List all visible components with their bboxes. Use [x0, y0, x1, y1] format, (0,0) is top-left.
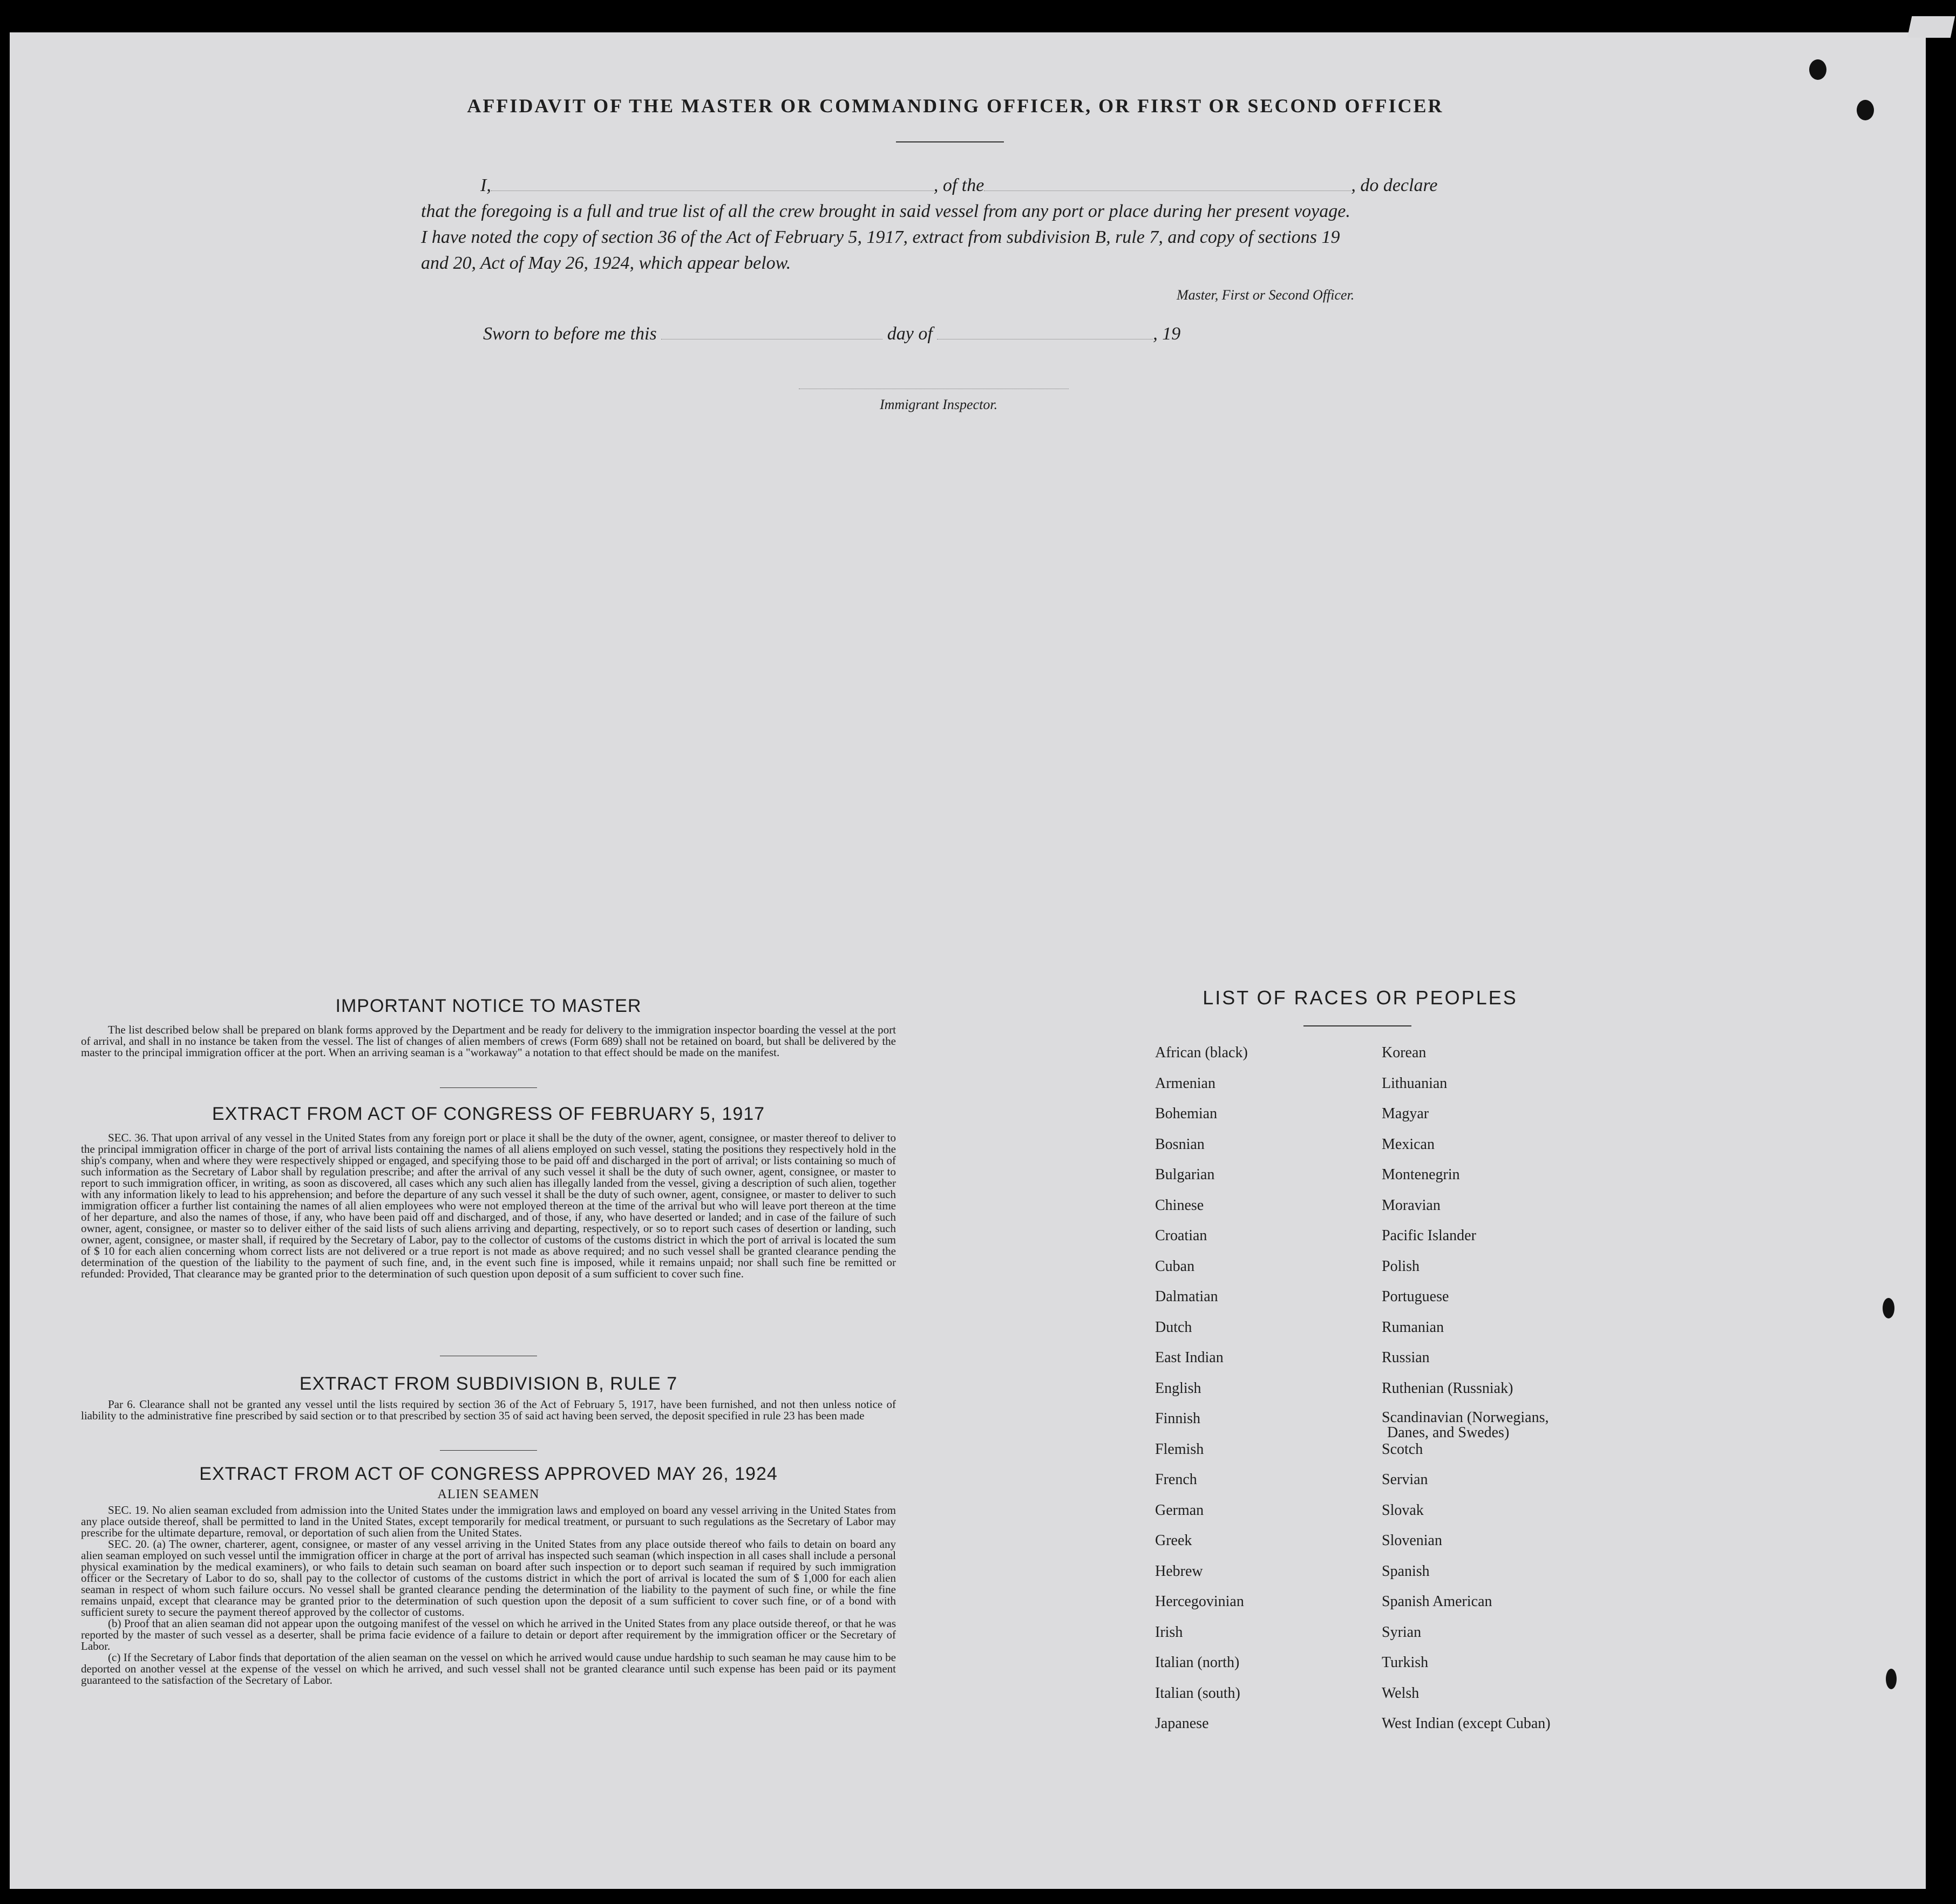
list-item: Mexican — [1382, 1135, 1435, 1153]
extract-rule7-text: Par 6. Clearance shall not be granted any vessel until the lists required by section 36 of the Act of February 5, 1917, have been furnished, and not then unless notice of liability to the administrative fine prescribed by said section or to that prescribed by section 35 of said act having been served, the deposit specified in rule 23 has been made — [81, 1398, 896, 1422]
declaration-line-4: and 20, Act of May 26, 1924, which appear below. — [421, 253, 791, 273]
list-item: French — [1155, 1471, 1197, 1488]
list-item: Italian (north) — [1155, 1654, 1240, 1671]
list-item: Flemish — [1155, 1440, 1204, 1458]
list-item: Armenian — [1155, 1075, 1215, 1092]
list-item: Bohemian — [1155, 1105, 1218, 1122]
list-item: Servian — [1382, 1471, 1428, 1488]
sworn-line — [483, 324, 1293, 344]
section-divider — [81, 1450, 896, 1451]
list-item: Slovenian — [1382, 1532, 1442, 1549]
list-item: Italian (south) — [1155, 1684, 1240, 1702]
extract-1917-text: SEC. 36. That upon arrival of any vessel in the United States from any foreign port or place it shall be the duty of the owner, agent, consignee, or master thereof to deliver to the principal immigration officer in charge of the port of arrival lists containing the names of all aliens employed on such vessel, stating the positions they respectively hold in the ship's company, when and where they were respectively shipped or engaged, and specifying those to be paid off and discharged in the port of arrival; or lists containing so much of such information as the Secretary of Labor shall by regulation prescribe; and after the arrival of any such vessel it shall be the duty of such owner, agent, consignee, or master to report to such immigration officer, in writing, as soon as discovered, all cases which any such alien has illegally landed from the vessel, giving a description of such alien, together with any information likely to lead to his apprehension; and before the departure of any such vessel it shall be the duty of such owner, agent, consignee, or master to deliver to such immigration officer a further list containing the names of all alien employees who were not employed thereon at the time of the arrival but who will leave port thereon at the time of her departure, and also the names of those, if any, who have been paid off and discharged, and of those, if any, who have deserted or landed; and in case of the failure of such owner, agent, consignee, or master so to deliver either of the said lists of such aliens arriving and departing, respectively, or so to report such cases of desertion or landing, such owner, agent, consignee, or master shall, if required by the Secretary of Labor, pay to the collector of customs of the customs district in which the port of arrival is located the sum of $ 10 for each alien concerning whom correct lists are not delivered or a true report is not made as above required; and no such vessel shall be granted clearance pending the determination of the question of the liability to the payment of such fine, and, in the event such fine is imposed, while it remains unpaid; nor shall such fine be remitted or refunded: Provided, That clearance may be granted prior to the determination of such question upon deposit of a sum sufficient to cover such fine. — [81, 1131, 896, 1280]
list-item: Syrian — [1382, 1623, 1422, 1641]
list-item: Greek — [1155, 1532, 1192, 1549]
punch-hole — [1883, 1298, 1894, 1318]
title-rule — [896, 141, 1004, 142]
list-item: Rumanian — [1382, 1318, 1444, 1336]
year-label: , 19 — [1153, 324, 1181, 344]
list-item: Dalmatian — [1155, 1288, 1218, 1305]
list-item: West Indian (except Cuban) — [1382, 1715, 1551, 1732]
signature-label: Master, First or Second Officer. — [1177, 287, 1355, 303]
races-list-left — [1155, 1044, 1371, 1746]
list-item: Irish — [1155, 1623, 1183, 1641]
inspector-label: Immigrant Inspector. — [880, 397, 998, 412]
notice-heading: IMPORTANT NOTICE TO MASTER — [335, 996, 642, 1016]
list-item: East Indian — [1155, 1349, 1224, 1366]
races-list-right — [1382, 1044, 1684, 1746]
list-item: Polish — [1382, 1257, 1420, 1275]
punch-hole — [1886, 1669, 1897, 1689]
list-item: Hebrew — [1155, 1562, 1203, 1580]
list-item: Lithuanian — [1382, 1075, 1448, 1092]
list-item: Japanese — [1155, 1715, 1209, 1732]
list-item: Spanish American — [1382, 1593, 1492, 1610]
list-item: Ruthenian (Russniak) — [1382, 1379, 1513, 1397]
sec-20b-text: (b) Proof that an alien seaman did not appear upon the outgoing manifest of the vessel on which he arrived in the United States from any place outside thereof, or that he was reported by the master of such vessel as a deserter, shall be prima facie evidence of a failure to detain or deport after requirement by the immigration officer or the Secretary of Labor. — [81, 1617, 896, 1653]
list-item: Cuban — [1155, 1257, 1195, 1275]
list-item: English — [1155, 1379, 1201, 1397]
do-declare-label: , do declare — [1351, 175, 1438, 195]
list-item: Spanish — [1382, 1562, 1430, 1580]
declaration — [421, 173, 1490, 276]
declaration-line-2: that the foregoing is a full and true list of all the crew brought in said vessel from any port or place during her present voyage. — [421, 201, 1350, 221]
list-item: Welsh — [1382, 1684, 1420, 1702]
list-item: Magyar — [1382, 1105, 1429, 1122]
list-item: Slovak — [1382, 1501, 1424, 1519]
sec-20c-text: (c) If the Secretary of Labor finds that deportation of the alien seaman on the vessel on which he arrived would cause undue hardship to such seaman he may cause him to be deported on another vessel at the expense of the vessel on which he arrived, and such vessel shall not be granted clearance until such expense has been paid or its payment guaranteed to the satisfaction of the Secretary of Labor. — [81, 1651, 896, 1687]
sworn-label: Sworn to before me this — [483, 324, 657, 344]
list-item: Montenegrin — [1382, 1166, 1460, 1183]
extract-rule7-heading: EXTRACT FROM SUBDIVISION B, RULE 7 — [299, 1373, 678, 1394]
list-item: Turkish — [1382, 1654, 1429, 1671]
sec-20a-text: SEC. 20. (a) The owner, charterer, agent, consignee, or master of any vessel arriving in the United States from any place outside thereof who fails to detain on board any alien seaman employed on such vessel until the immigration officer in charge at the port of arrival has inspected such seaman (which inspection in all cases shall include a personal physical examination by the medical examiners), or who fails to detain such seaman on board after such inspection or to deport such seaman if required by such immigration officer or the Secretary of Labor to do so, shall pay to the collector of customs of the customs district in which the port of arrival is located the sum of $ 1,000 for each alien seaman in respect of whom such failure occurs. No vessel shall be granted clearance pending the determination of the liability to the payment of such fine, or while the fine remains unpaid, except that clearance may be granted prior to the determination of such question upon the deposit of a sum sufficient to cover such fine, or of a bond with sufficient surety to secure the payment thereof approved by the collector of customs. — [81, 1538, 896, 1619]
list-item: Bulgarian — [1155, 1166, 1215, 1183]
list-item: Portuguese — [1382, 1288, 1449, 1305]
day-of-label: day of — [887, 324, 933, 344]
notice-text: The list described below shall be prepared on blank forms approved by the Department and be ready for delivery to the immigration inspector boarding the vessel at the port of arrival, and shall in no instance be taken from the vessel. The list of changes of alien members of crews (Form 689) shall not be retained on board, but shall be delivered by the master to the principal immigration officer at the port. When an arriving seaman is a "workaway" a notation to that effect should be made on the manifest. — [81, 1023, 896, 1059]
i-label: I, — [480, 175, 491, 195]
list-item: Croatian — [1155, 1227, 1207, 1244]
affidavit-title: AFFIDAVIT OF THE MASTER OR COMMANDING OFFICER, OR FIRST OR SECOND OFFICER — [467, 95, 1444, 117]
list-item: Hercegovinian — [1155, 1593, 1244, 1610]
list-item-line: Danes, and Swedes) — [1387, 1424, 1510, 1441]
section-divider — [81, 1087, 896, 1088]
extract-1924-text — [81, 1505, 896, 1686]
list-item: Russian — [1382, 1349, 1430, 1366]
sec-19-text: SEC. 19. No alien seaman excluded from admission into the United States under the immigration laws and employed on board any vessel arriving in the United States from any place outside thereof, shall be permitted to land in the United States, except temporarily for medical treatment, or pursuant to such regulations as the Secretary of Labor may prescribe for the ultimate departure, removal, or deportation of such alien from the United States. — [81, 1504, 896, 1539]
extract-1917-heading: EXTRACT FROM ACT OF CONGRESS OF FEBRUARY 5, 1917 — [212, 1104, 765, 1124]
list-item: Pacific Islander — [1382, 1227, 1476, 1244]
extract-1924-heading: EXTRACT FROM ACT OF CONGRESS APPROVED MAY 26, 1924 — [199, 1464, 778, 1484]
list-item: German — [1155, 1501, 1204, 1519]
of-the-label: , of the — [933, 175, 984, 195]
list-item: Bosnian — [1155, 1135, 1205, 1153]
list-item-scandinavian — [1382, 1410, 1684, 1441]
list-item: African (black) — [1155, 1044, 1248, 1061]
declaration-line-1 — [421, 173, 1490, 199]
punch-hole — [1857, 100, 1874, 120]
list-item: Scotch — [1382, 1440, 1423, 1458]
list-item: Moravian — [1382, 1196, 1441, 1214]
list-item: Korean — [1382, 1044, 1427, 1061]
list-item: Finnish — [1155, 1410, 1201, 1427]
races-rule — [1303, 1025, 1411, 1026]
list-item-line: Scandinavian (Norwegians, — [1382, 1409, 1549, 1426]
races-heading: LIST OF RACES OR PEOPLES — [1203, 987, 1518, 1009]
list-item: Chinese — [1155, 1196, 1204, 1214]
list-item: Dutch — [1155, 1318, 1192, 1336]
extract-1924-subheading: ALIEN SEAMEN — [437, 1487, 540, 1501]
declaration-line-3: I have noted the copy of section 36 of the Act of February 5, 1917, extract from subdivision B, rule 7, and copy of sections 19 — [421, 227, 1340, 247]
punch-hole — [1809, 59, 1826, 80]
page-corner — [1907, 16, 1955, 38]
